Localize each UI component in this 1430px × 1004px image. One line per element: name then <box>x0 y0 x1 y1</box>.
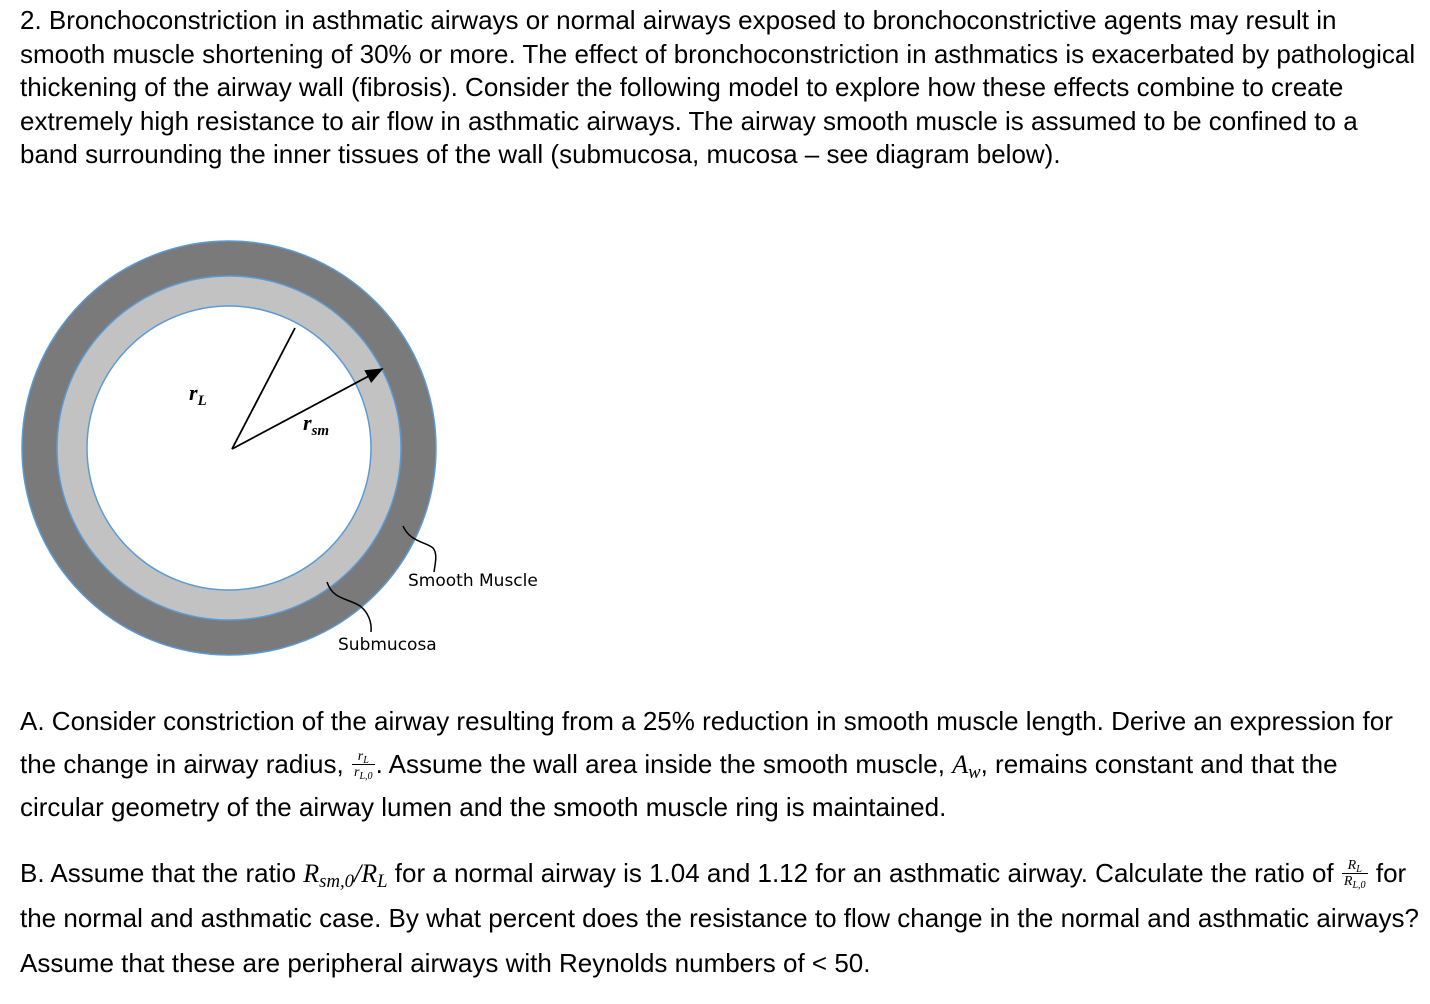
problem-intro <box>20 4 1420 172</box>
part-b-text-1: B. Assume that the ratio <box>20 858 297 888</box>
smooth-muscle-label: Smooth Muscle <box>408 571 538 591</box>
radius-ratio-fraction: $\frac{r_L}{r_{L,0}}$ <box>353 748 373 782</box>
airway-diagram <box>0 230 580 670</box>
part-a-text-3: , remains constant and that the circular geometry of the airway lumen and the smooth muscle ring is maintained. <box>20 749 1338 822</box>
submucosa-label: Submucosa <box>338 635 437 655</box>
part-a <box>20 700 1420 829</box>
part-a-text-2: . Assume the wall area inside the smooth muscle, <box>375 749 945 779</box>
radius-ratio-expression: $R_{sm,0}/R_L$ <box>303 859 388 893</box>
airway-lumen <box>87 306 371 590</box>
intro-text: 2. Bronchoconstriction in asthmatic airways or normal airways exposed to bronchoconstrictive agents may result in smooth muscle shortening of 30% or more. The effect of bronchoconstriction in asthmatics is exacerbated by pathological thickening of the airway wall (fibrosis). Consider the following model to explore how these effects combine to create extremely high resistance to air flow in asthmatic airways. The airway smooth muscle is assumed to be confined to a band surrounding the inner tissues of the wall (submucosa, mucosa – see diagram below). <box>20 5 1416 170</box>
part-b-text-2: for a normal airway is 1.04 and 1.12 for an asthmatic airway. Calculate the ratio of <box>394 858 1334 888</box>
part-a-text-1: A. Consider constriction of the airway resulting from a 25% reduction in smooth muscle length. Derive an expression for the change in airway radius, <box>20 706 1393 779</box>
lumen-radius-label: $r_L$ <box>189 380 207 409</box>
part-b <box>20 851 1420 986</box>
part-b-text-3: for the normal and asthmatic case. By what percent does the resistance to flow change in the normal and asthmatic airways? Assume that these are peripheral airways with Reynolds numbers of < 50. <box>20 858 1419 978</box>
wall-area-symbol: $A_w$ <box>952 750 981 784</box>
resistance-ratio-fraction: $\frac{R_L}{R_{L,0}}$ <box>1343 857 1366 891</box>
smooth-muscle-radius-label: $r_{sm}$ <box>303 410 330 439</box>
